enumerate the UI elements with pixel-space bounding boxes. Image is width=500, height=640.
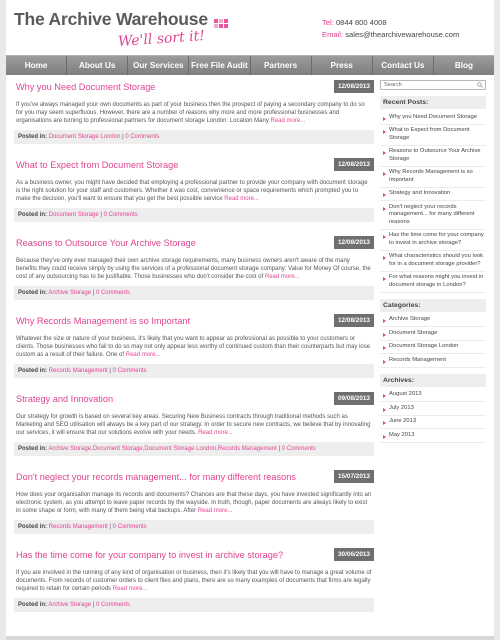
post-date: 12/08/2013 (334, 158, 374, 171)
post-date: 12/08/2013 (334, 80, 374, 93)
post-excerpt: If you've always managed your own documents as part of your business then the prospect of paying a secondary company to do so for you may seem superfluous. However, there are a number of reasons why more and more professional businesses and organisations are turning to professional partners for document storage London: Location Many Read more... (16, 102, 365, 124)
post-excerpt: Our strategy for growth is based on several key areas. Securing New Business contracts through traditional methods such as Marketing and SEO utilisation will always be a key part of our strategy. In order to secure new contracts, we believe that by innovating our services, it will ensure that our solutions evolve with your needs. Read more... (16, 414, 371, 436)
recent-post-link[interactable]: Strategy and Innovation (380, 188, 486, 202)
post-meta: Posted in: Archive Storage,Document Storage,Document Storage London,Records Management | 0 Comments (14, 442, 374, 456)
archive-link[interactable]: May 2013 (380, 429, 486, 443)
nav-press[interactable]: Press (312, 56, 373, 75)
nav-our-services[interactable]: Our Services (128, 56, 189, 75)
post-meta: Posted in: Records Management | 0 Comments (14, 364, 374, 378)
blog-post (14, 236, 374, 300)
post-category-link[interactable]: Archive Storage (48, 290, 92, 296)
read-more-link[interactable]: Read more... (270, 117, 306, 124)
recent-posts-list (380, 109, 486, 293)
page-bottom-edge (6, 636, 494, 640)
recent-post-link[interactable]: Why you Need Document Storage (380, 111, 486, 125)
post-title[interactable]: Why you Need Document Storage (16, 82, 156, 92)
email-address[interactable]: sales@thearchivewarehouse.com (345, 30, 460, 39)
post-meta: Posted in: Document Storage | 0 Comments (14, 208, 374, 222)
post-comments-link[interactable]: 0 Comments (95, 290, 130, 296)
read-more-link[interactable]: Read more... (197, 507, 233, 514)
post-category-link[interactable]: Archive Storage,Document Storage,Document Storage London,Records Management (48, 446, 277, 452)
post-comments-link[interactable]: 0 Comments (125, 134, 160, 140)
nav-blog[interactable]: Blog (454, 61, 474, 70)
post-comments-link[interactable]: 0 Comments (112, 524, 147, 530)
post-category-link[interactable]: Archive Storage (48, 602, 92, 608)
recent-post-link[interactable]: Don't neglect your records management... for many different reasons (380, 201, 486, 230)
logo[interactable] (14, 9, 228, 30)
recent-post-link[interactable]: Reasons to Outsource Your Archive Storage (380, 146, 486, 167)
post-comments-link[interactable]: 0 Comments (112, 368, 147, 374)
post-excerpt: How does your organisation manage its records and documents? Chances are that these days, you have invested significantly into an electronic system, as you attempt to leave paper records by the wayside. In truth, though, paper documents are always likely to exist in some shape or form, with many of them being vital backups. After Read more... (16, 492, 372, 514)
post-category-link[interactable]: Records Management (48, 524, 108, 530)
recent-posts-heading: Recent Posts: (380, 96, 486, 109)
category-link[interactable]: Records Management (380, 354, 486, 368)
nav-home[interactable]: Home (6, 56, 67, 75)
read-more-link[interactable]: Read more... (112, 585, 148, 592)
post-comments-link[interactable]: 0 Comments (103, 212, 138, 218)
read-more-link[interactable]: Read more... (264, 273, 300, 280)
contact-info (322, 17, 459, 41)
logo-squares-icon (214, 19, 228, 28)
search-input[interactable]: Search (380, 80, 486, 90)
post-date: 15/07/2013 (334, 470, 374, 483)
blog-post (14, 158, 374, 222)
post-date: 12/08/2013 (334, 314, 374, 327)
category-link[interactable]: Document Storage London (380, 341, 486, 355)
tagline: We'll sort it! (117, 27, 206, 51)
post-excerpt: If you are involved in the running of any kind of organisation or business, then it's likely that you will have to manage a great volume of documents. From records of customer orders to client files and plans, there are so many examples of documents that firms are legally required to retain for certain periods Read more... (16, 570, 372, 592)
post-title[interactable]: Reasons to Outsource Your Archive Storage (16, 238, 196, 248)
post-category-link[interactable]: Document Storage London (48, 134, 121, 140)
post-meta: Posted in: Archive Storage | 0 Comments (14, 286, 374, 300)
post-meta: Posted in: Archive Storage | 0 Comments (14, 598, 374, 612)
brand-name: The Archive Warehouse (14, 9, 208, 29)
recent-post-link[interactable]: What to Expect from Document Storage (380, 125, 486, 146)
post-title[interactable]: Strategy and Innovation (16, 394, 114, 404)
nav-contact-us[interactable]: Contact Us (373, 56, 434, 75)
tel-number[interactable]: 0844 800 4008 (335, 18, 387, 27)
category-link[interactable]: Archive Storage (380, 314, 486, 328)
blog-post (14, 80, 374, 144)
read-more-link[interactable]: Read more... (125, 351, 161, 358)
archives-list (380, 387, 486, 443)
recent-post-link[interactable]: For what reasons might you invest in document storage in London? (380, 272, 486, 293)
archives-heading: Archives: (380, 374, 486, 387)
nav-about-us[interactable]: About Us (67, 56, 128, 75)
post-list (14, 80, 374, 612)
blog-post (14, 470, 374, 534)
page (6, 0, 494, 640)
post-category-link[interactable]: Records Management (48, 368, 108, 374)
categories-list (380, 312, 486, 368)
post-meta: Posted in: Document Storage London | 0 Comments (14, 130, 374, 144)
recent-post-link[interactable]: Why Records Management is so Important (380, 167, 486, 188)
post-date: 09/08/2013 (334, 392, 374, 405)
nav-free-file-audit[interactable]: Free File Audit (189, 56, 250, 75)
post-excerpt: As a business owner, you might have decided that employing a professional partner to provide your company with document storage is the right solution for your staff and customers. Whether it was cost, convenience or space requirements which prompted you to make the decision, you'll want to ensure that you get the best possible service Read more... (16, 180, 368, 202)
archive-link[interactable]: August 2013 (380, 389, 486, 403)
blog-post (14, 548, 374, 612)
post-title[interactable]: What to Expect from Document Storage (16, 160, 179, 170)
category-link[interactable]: Document Storage (380, 327, 486, 341)
post-excerpt: Whatever the size or nature of your business, it's likely that you want to appear as professional as possible to your customers or clients. Those businesses who fail to do so may not only appear less worthy of continued custom than their counterparts but may lose custom as a result of their failure. One of Read more... (16, 336, 371, 358)
read-more-link[interactable]: Read more... (198, 429, 233, 436)
read-more-link[interactable]: Read more... (224, 195, 259, 202)
post-title[interactable]: Why Records Management is so Important (16, 316, 191, 326)
post-meta: Posted in: Records Management | 0 Comments (14, 520, 374, 534)
site-header (6, 0, 494, 56)
post-excerpt: Because they've only ever managed their own archive storage requirements, many business owners aren't aware of the many benefits they could receive simply by using the services of a professional document storage company: Value for Money Of course, the cost of any outsourcing has to be justifiable. Those businesses who don't consider the cost of Read more... (16, 258, 371, 280)
recent-post-link[interactable]: Has the time come for your company to invest in archive storage? (380, 230, 486, 251)
post-title[interactable]: Has the time come for your company to invest in archive storage? (16, 550, 284, 560)
categories-heading: Categories: (380, 299, 486, 312)
archive-link[interactable]: June 2013 (380, 416, 486, 430)
nav-partners[interactable]: Partners (251, 56, 312, 75)
main-nav (6, 55, 494, 75)
post-category-link[interactable]: Document Storage (48, 212, 99, 218)
post-comments-link[interactable]: 0 Comments (281, 446, 316, 452)
post-date: 12/08/2013 (334, 236, 374, 249)
recent-post-link[interactable]: What characteristics should you look for in a document storage provider? (380, 251, 486, 272)
sidebar (380, 80, 486, 443)
search-icon[interactable] (477, 82, 483, 88)
post-comments-link[interactable]: 0 Comments (95, 602, 130, 608)
blog-post (14, 314, 374, 378)
tel-label: Tel: (322, 18, 334, 27)
email-label: Email: (322, 30, 344, 39)
post-title[interactable]: Don't neglect your records management... for many different reasons (16, 472, 296, 482)
post-date: 30/06/2013 (334, 548, 374, 561)
blog-post (14, 392, 374, 456)
archive-link[interactable]: July 2013 (380, 402, 486, 416)
